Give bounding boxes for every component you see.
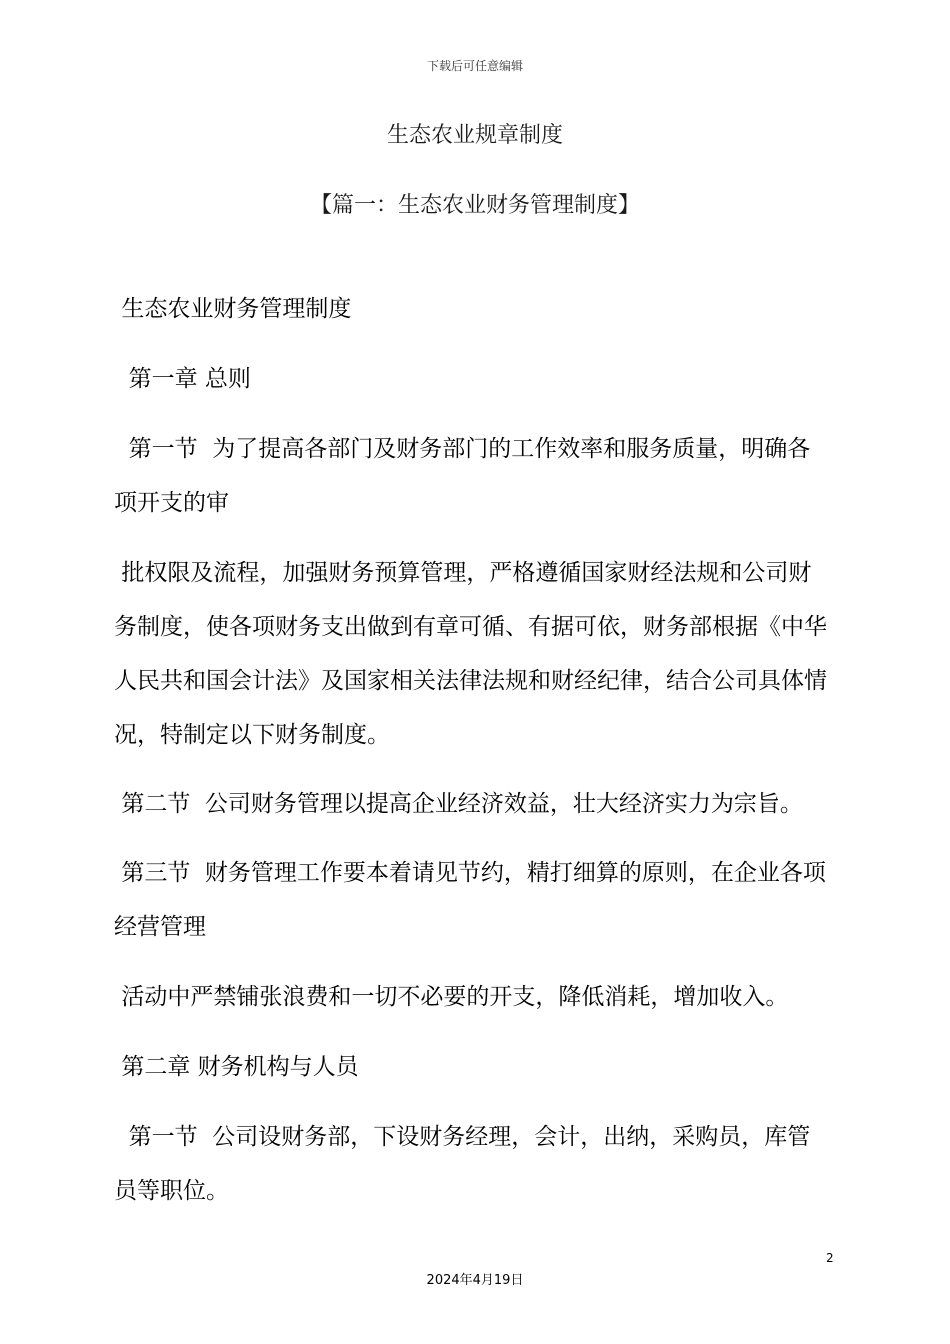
paragraph-line: 员等职位。 (114, 1178, 229, 1204)
page-number: 2 (826, 1251, 834, 1265)
paragraph-line: 活动中严禁铺张浪费和一切不必要的开支，降低消耗，增加收入。 (114, 984, 789, 1010)
paragraph-line: 第三节 财务管理工作要本着请见节约，精打细算的原则，在企业各项 (114, 860, 826, 886)
section-heading: 生态农业财务管理制度 (114, 296, 352, 322)
paragraph-line: 第一节 公司设财务部，下设财务经理，会计，出纳，采购员，库管 (114, 1124, 811, 1150)
paragraph-line: 务制度，使各项财务支出做到有章可循、有据可依，财务部根据《中华 (114, 614, 827, 640)
paragraph-line: 第一节 为了提高各部门及财务部门的工作效率和服务质量，明确各 (114, 436, 811, 462)
paragraph-line: 项开支的审 (114, 490, 229, 516)
paragraph-line: 况，特制定以下财务制度。 (114, 722, 390, 748)
chapter-heading: 第二章 财务机构与人员 (114, 1054, 359, 1080)
paragraph-line: 第二节 公司财务管理以提高企业经济效益，壮大经济实力为宗旨。 (114, 791, 803, 817)
document-subtitle: 【篇一：生态农业财务管理制度】 (309, 193, 640, 218)
paragraph-line: 经营管理 (114, 914, 206, 940)
document-title: 生态农业规章制度 (386, 123, 563, 148)
footer-date: 2024年4月19日 (426, 1273, 524, 1288)
chapter-heading: 第一章 总则 (114, 366, 251, 392)
paragraph-line: 人民共和国会计法》及国家相关法律法规和财经纪律，结合公司具体情 (114, 668, 827, 694)
header-note: 下载后可任意编辑 (426, 59, 523, 73)
paragraph-line: 批权限及流程，加强财务预算管理，严格遵循国家财经法规和公司财 (114, 560, 812, 586)
